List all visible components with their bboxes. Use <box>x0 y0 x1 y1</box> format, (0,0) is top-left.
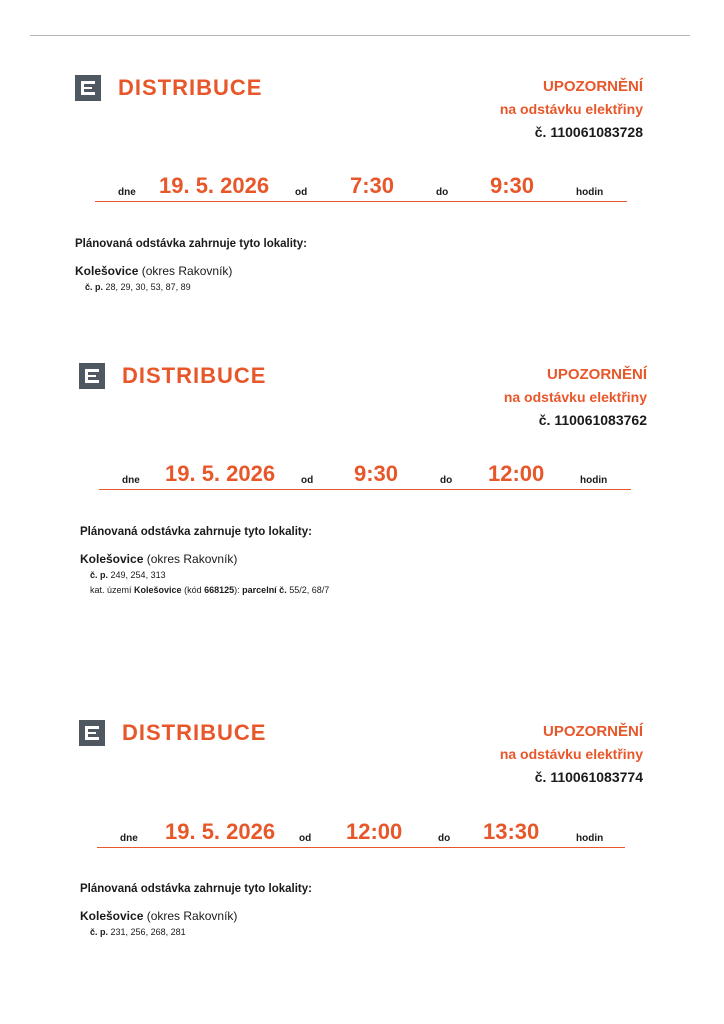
distribuce-logo <box>79 363 266 389</box>
to-label: do <box>436 187 449 198</box>
from-label: od <box>295 187 308 198</box>
notice-header <box>500 75 643 144</box>
notice-number: č. 110061083762 <box>538 412 647 428</box>
notice-number: č. 110061083774 <box>534 769 643 785</box>
cez-logo-icon <box>79 720 105 746</box>
outage-time-bar <box>97 819 625 848</box>
time-from: 12:00 <box>346 819 403 844</box>
cez-logo-icon <box>79 363 105 389</box>
outage-date: 19. 5. 2026 <box>165 819 276 844</box>
date-label: dne <box>122 475 140 486</box>
locations-title: Plánovaná odstávka zahrnuje tyto lokality: <box>80 526 312 538</box>
time-from: 7:30 <box>350 173 395 198</box>
locations-block <box>75 239 307 298</box>
from-label: od <box>301 475 314 486</box>
outage-notice-2 <box>0 363 724 595</box>
time-to: 13:30 <box>483 819 540 844</box>
brand-name: DISTRIBUCE <box>122 363 267 388</box>
outage-notice-3 <box>0 720 724 937</box>
location-place: Kolešovice (okres Rakovník) <box>80 908 238 923</box>
cez-logo-icon <box>75 75 101 101</box>
time-to: 9:30 <box>490 173 535 198</box>
location-place: Kolešovice (okres Rakovník) <box>75 263 233 278</box>
hours-label: hodin <box>576 833 604 844</box>
location-place: Kolešovice (okres Rakovník) <box>80 551 238 566</box>
outage-time-bar <box>95 173 627 202</box>
date-label: dne <box>118 187 136 198</box>
notice-number: č. 110061083728 <box>534 124 643 140</box>
outage-notice-1 <box>0 75 724 292</box>
to-label: do <box>438 833 451 844</box>
house-numbers: č. p. 231, 256, 268, 281 <box>90 926 186 937</box>
notice-subheading: na odstávku elektřiny <box>499 101 643 117</box>
house-numbers: č. p. 249, 254, 313 <box>90 569 166 580</box>
from-label: od <box>299 833 312 844</box>
distribuce-logo <box>79 720 266 746</box>
brand-name: DISTRIBUCE <box>122 720 267 745</box>
to-label: do <box>440 475 453 486</box>
outage-date: 19. 5. 2026 <box>159 173 270 198</box>
outage-date: 19. 5. 2026 <box>165 461 276 486</box>
time-to: 12:00 <box>488 461 545 486</box>
date-label: dne <box>120 833 138 844</box>
distribuce-logo <box>75 75 262 101</box>
notice-subheading: na odstávku elektřiny <box>503 389 647 405</box>
locations-title: Plánovaná odstávka zahrnuje tyto lokality: <box>80 883 312 895</box>
notice-heading: UPOZORNĚNÍ <box>542 723 643 740</box>
locations-title: Plánovaná odstávka zahrnuje tyto lokality: <box>75 238 307 250</box>
notice-header <box>504 363 647 432</box>
locations-block <box>80 527 329 601</box>
hours-label: hodin <box>576 187 604 198</box>
hours-label: hodin <box>580 475 608 486</box>
time-from: 9:30 <box>354 461 399 486</box>
outage-time-bar <box>99 461 631 490</box>
cadastral-parcels: kat. území Kolešovice (kód 668125): parcelní č. 55/2, 68/7 <box>90 584 330 595</box>
notice-heading: UPOZORNĚNÍ <box>546 366 647 383</box>
locations-block <box>80 884 312 943</box>
top-divider <box>30 35 690 36</box>
notice-heading: UPOZORNĚNÍ <box>542 78 643 95</box>
house-numbers: č. p. 28, 29, 30, 53, 87, 89 <box>85 281 191 292</box>
brand-name: DISTRIBUCE <box>118 75 263 100</box>
notice-header <box>500 720 643 789</box>
notice-subheading: na odstávku elektřiny <box>499 746 643 762</box>
